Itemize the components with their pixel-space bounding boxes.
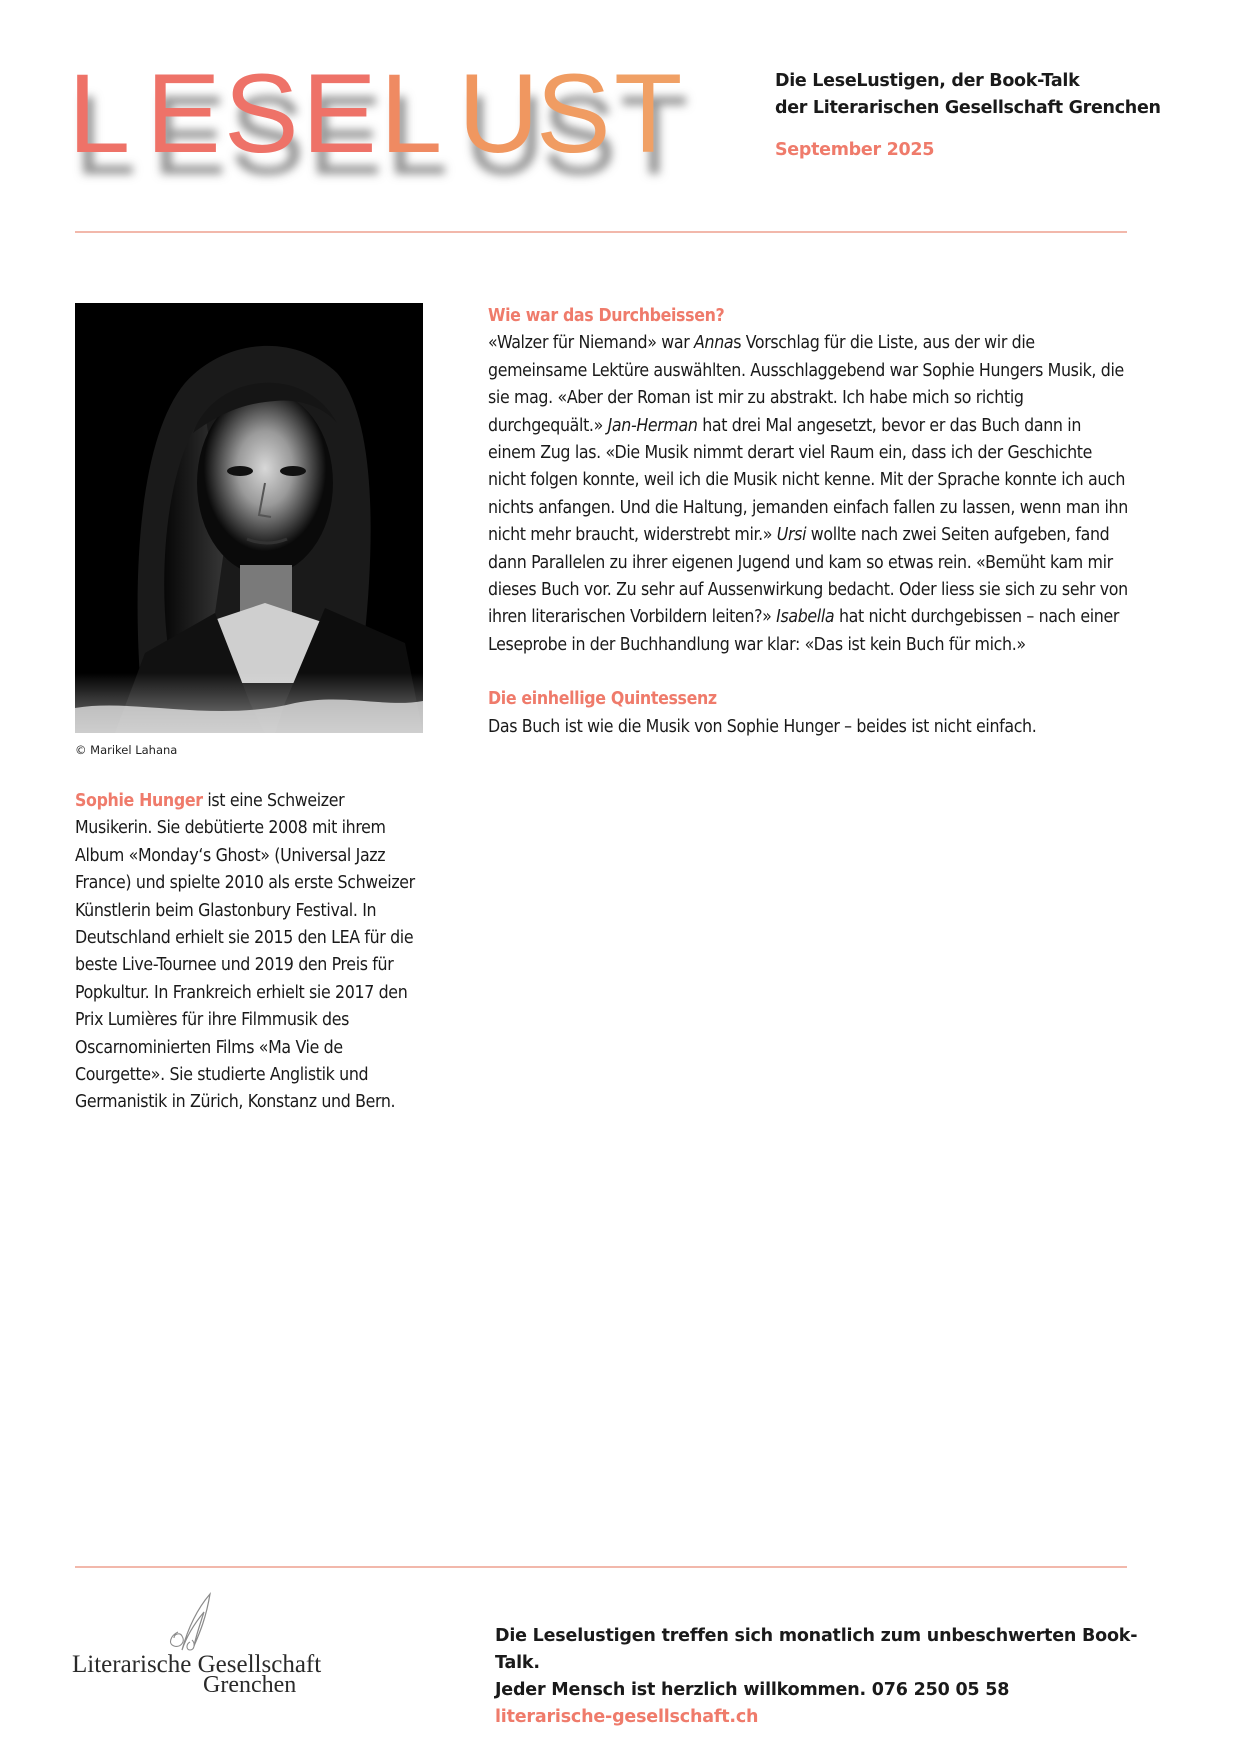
author-portrait (75, 303, 423, 733)
masthead-letter: U (458, 51, 539, 176)
name-ursi: Ursi (776, 525, 807, 546)
issue-date: September 2025 (775, 140, 935, 160)
header-title (775, 68, 1215, 122)
name-jan-herman: Jan-Herman (607, 415, 698, 436)
masthead-letter: E (302, 51, 377, 176)
header-title-line1: Die LeseLustigen, der Book-Talk (775, 71, 1080, 91)
header-title-line2: der Literarischen Gesellschaft Grenchen (775, 98, 1161, 118)
section1-text: «Walzer für Niemand» war Annas Vorschlag für die Liste, aus der wir die gemeinsame Lektüre auswählten. Ausschlaggebend war Sophie Hungers Musik, die sie mag. «Aber der Roman ist mir zu abstrakt. Ich habe mich so richtig durchgequält.» Jan-Herman hat drei Mal angesetzt, bevor er das Buch dann in einem Zug las. «Die Musik nimmt derart viel Raum ein, dass ich der Geschichte nicht folgen konnte, weil ich die Musik nicht kenne. Mit der Sprache konnte ich auch nichts anfangen. Und die Haltung, jemanden einfach fallen zu lassen, wenn man ihn nicht mehr braucht, widerstrebt mir.» Ursi wollte nach zwei Seiten aufgeben, fand dann Parallelen zu ihrer eigenen Jugend und kam so etwas rein. «Bemüht kam mir dieses Buch vor. Zu sehr auf Aussenwirkung bedacht. Oder liess sie sich zu sehr von ihren literarischen Vorbildern leiten?» Isabella hat nicht durchgebissen – nach einer Leseprobe in der Buchhandlung war klar: «Das ist kein Buch für mich.» (488, 333, 1128, 655)
main-article (488, 303, 1128, 741)
portrait-image (75, 303, 423, 733)
name-anna: Anna (694, 333, 734, 354)
author-bio (75, 788, 425, 1117)
masthead-letter: E (146, 51, 221, 176)
masthead-letter: S (224, 51, 299, 176)
author-name: Sophie Hunger (75, 791, 203, 811)
society-logo (70, 1588, 370, 1698)
photo-credit: © Marikel Lahana (75, 743, 178, 757)
section2-text: Das Buch ist wie die Musik von Sophie Hunger – beides ist nicht einfach. (488, 716, 1037, 737)
header-divider (75, 231, 1127, 233)
footer-line1: Die Leselustigen treffen sich monatlich zum unbeschwerten Book-Talk. (495, 1626, 1138, 1673)
website-link[interactable]: literarische-gesellschaft.ch (495, 1707, 759, 1727)
masthead-letter: L (380, 51, 443, 176)
logo-line2: Grenchen (203, 1672, 297, 1698)
logo-line1: Literarische Gesellschaft (72, 1651, 322, 1678)
section1-heading: Wie war das Durchbeissen? (488, 306, 725, 326)
bio-text: ist eine Schweizer Musikerin. Sie debütierte 2008 mit ihrem Album «Monday‘s Ghost» (Universal Jazz France) und spielte 2010 als erste Schweizer Künstlerin beim Glastonbury Festival. In Deutschland erhielt sie 2015 den LEA für die beste Live-Tournee und 2019 den Preis für Popkultur. In Frankreich erhielt sie 2017 den Prix Lumières für ihre Filmmusik des Oscarnominierten Films «Ma Vie de Courgette». Sie studierte Anglistik und Germanistik in Zürich, Konstanz und Bern. (75, 791, 415, 1113)
masthead-logo (68, 51, 748, 188)
masthead-letter: S (536, 51, 611, 176)
footer-info (495, 1623, 1175, 1731)
name-isabella: Isabella (776, 607, 835, 628)
masthead-letter: L (68, 51, 131, 176)
quill-icon (70, 1588, 370, 1698)
masthead-letter: T (614, 51, 683, 176)
footer-line2: Jeder Mensch ist herzlich willkommen. 076 250 05 58 (495, 1680, 1010, 1700)
section2-heading: Die einhellige Quintessenz (488, 689, 717, 710)
footer-divider (75, 1566, 1127, 1568)
